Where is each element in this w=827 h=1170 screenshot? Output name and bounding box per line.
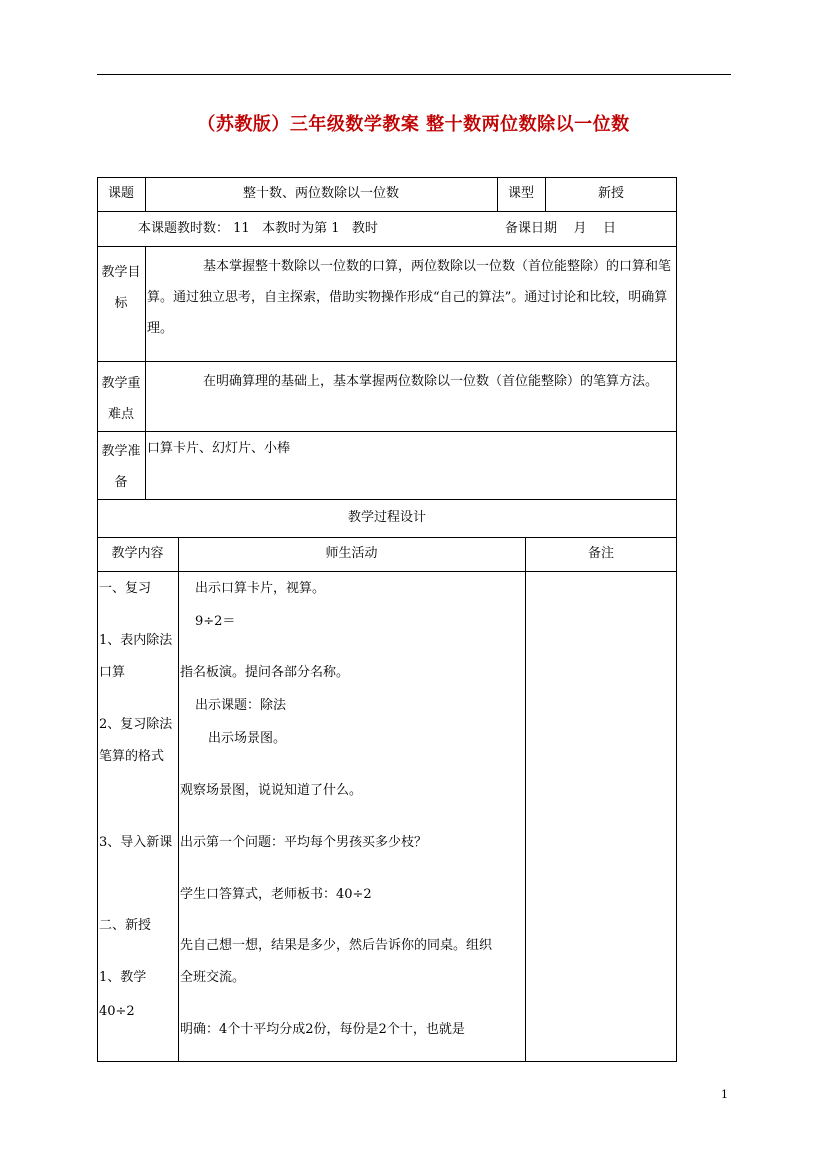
content-item1-line2: 口算 xyxy=(99,665,126,680)
content-teach-line2: 40÷2 xyxy=(99,1004,135,1019)
activity-line: 9÷2＝ xyxy=(195,614,236,629)
activity-line: 指名板演。提问各部分名称。 xyxy=(180,665,350,680)
column-divider xyxy=(178,537,179,1062)
topic-label: 课题 xyxy=(107,186,134,201)
row-divider xyxy=(97,246,677,247)
row-divider xyxy=(97,211,677,212)
content-item2-line1: 2、复习除法 xyxy=(99,717,173,732)
preparation-label: 教学准 备 xyxy=(101,444,141,490)
process-header: 教学过程设计 xyxy=(347,510,426,525)
activity-line: 观察场景图，说说知道了什么。 xyxy=(180,783,363,798)
activity-line: 出示场景图。 xyxy=(208,731,287,746)
activity-line: 全班交流。 xyxy=(180,970,246,985)
row-divider xyxy=(97,431,677,432)
topic-value: 整十数、两位数除以一位数 xyxy=(242,186,399,201)
activity-column-header: 师生活动 xyxy=(325,546,378,561)
key-points-text: 在明确算理的基础上，基本掌握两位数除以一位数（首位能整除）的笔算方法。 xyxy=(203,374,659,389)
type-value: 新授 xyxy=(597,186,624,201)
content-column-header: 教学内容 xyxy=(111,546,164,561)
row-divider xyxy=(97,361,677,362)
document-title: （苏教版）三年级数学教案 整十数两位数除以一位数 xyxy=(197,114,630,135)
activity-line: 明确：4个十平均分成2份，每份是2个十，也就是 xyxy=(180,1022,465,1037)
content-review: 一、复习 xyxy=(99,581,152,596)
column-divider xyxy=(145,246,146,499)
activity-line: 出示课题：除法 xyxy=(195,698,287,713)
activity-line: 先自己想一想，结果是多少，然后告诉你的同桌。组织 xyxy=(180,938,493,953)
page-number: 1 xyxy=(721,1088,728,1101)
activity-line: 出示第一个问题：平均每个男孩买多少枝？ xyxy=(180,835,428,850)
column-divider xyxy=(525,537,526,1062)
row-divider xyxy=(97,537,677,538)
prep-date: 备课日期 月 日 xyxy=(505,221,617,236)
preparation-text: 口算卡片、幻灯片、小棒 xyxy=(147,441,291,456)
content-new: 二、新授 xyxy=(99,918,152,933)
content-item2-line2: 笔算的格式 xyxy=(99,749,165,764)
content-item3: 3、导入新课 xyxy=(99,835,173,850)
objectives-text: 基本掌握整十数除以一位数的口算，两位数除以一位数（首位能整除）的口算和笔算。通过独立思考，自主探索，借助实物操作形成“自己的算法”。通过讨论和比较，明确算理。 xyxy=(147,259,672,336)
row-divider xyxy=(97,499,677,500)
activity-line: 出示口算卡片，视算。 xyxy=(195,581,326,596)
teaching-hours: 本课题教时数： 11 本教时为第 1 教时 xyxy=(138,221,378,236)
type-label: 课型 xyxy=(507,186,534,201)
row-divider xyxy=(97,571,677,572)
header-rule xyxy=(97,74,731,75)
notes-column-header: 备注 xyxy=(587,546,614,561)
key-points-label: 教学重 难点 xyxy=(101,376,141,422)
objectives-label: 教学目 标 xyxy=(101,265,141,311)
content-teach-line1: 1、教学 xyxy=(99,970,147,985)
content-item1-line1: 1、表内除法 xyxy=(99,633,173,648)
activity-line: 学生口答算式，老师板书：40÷2 xyxy=(180,887,372,902)
